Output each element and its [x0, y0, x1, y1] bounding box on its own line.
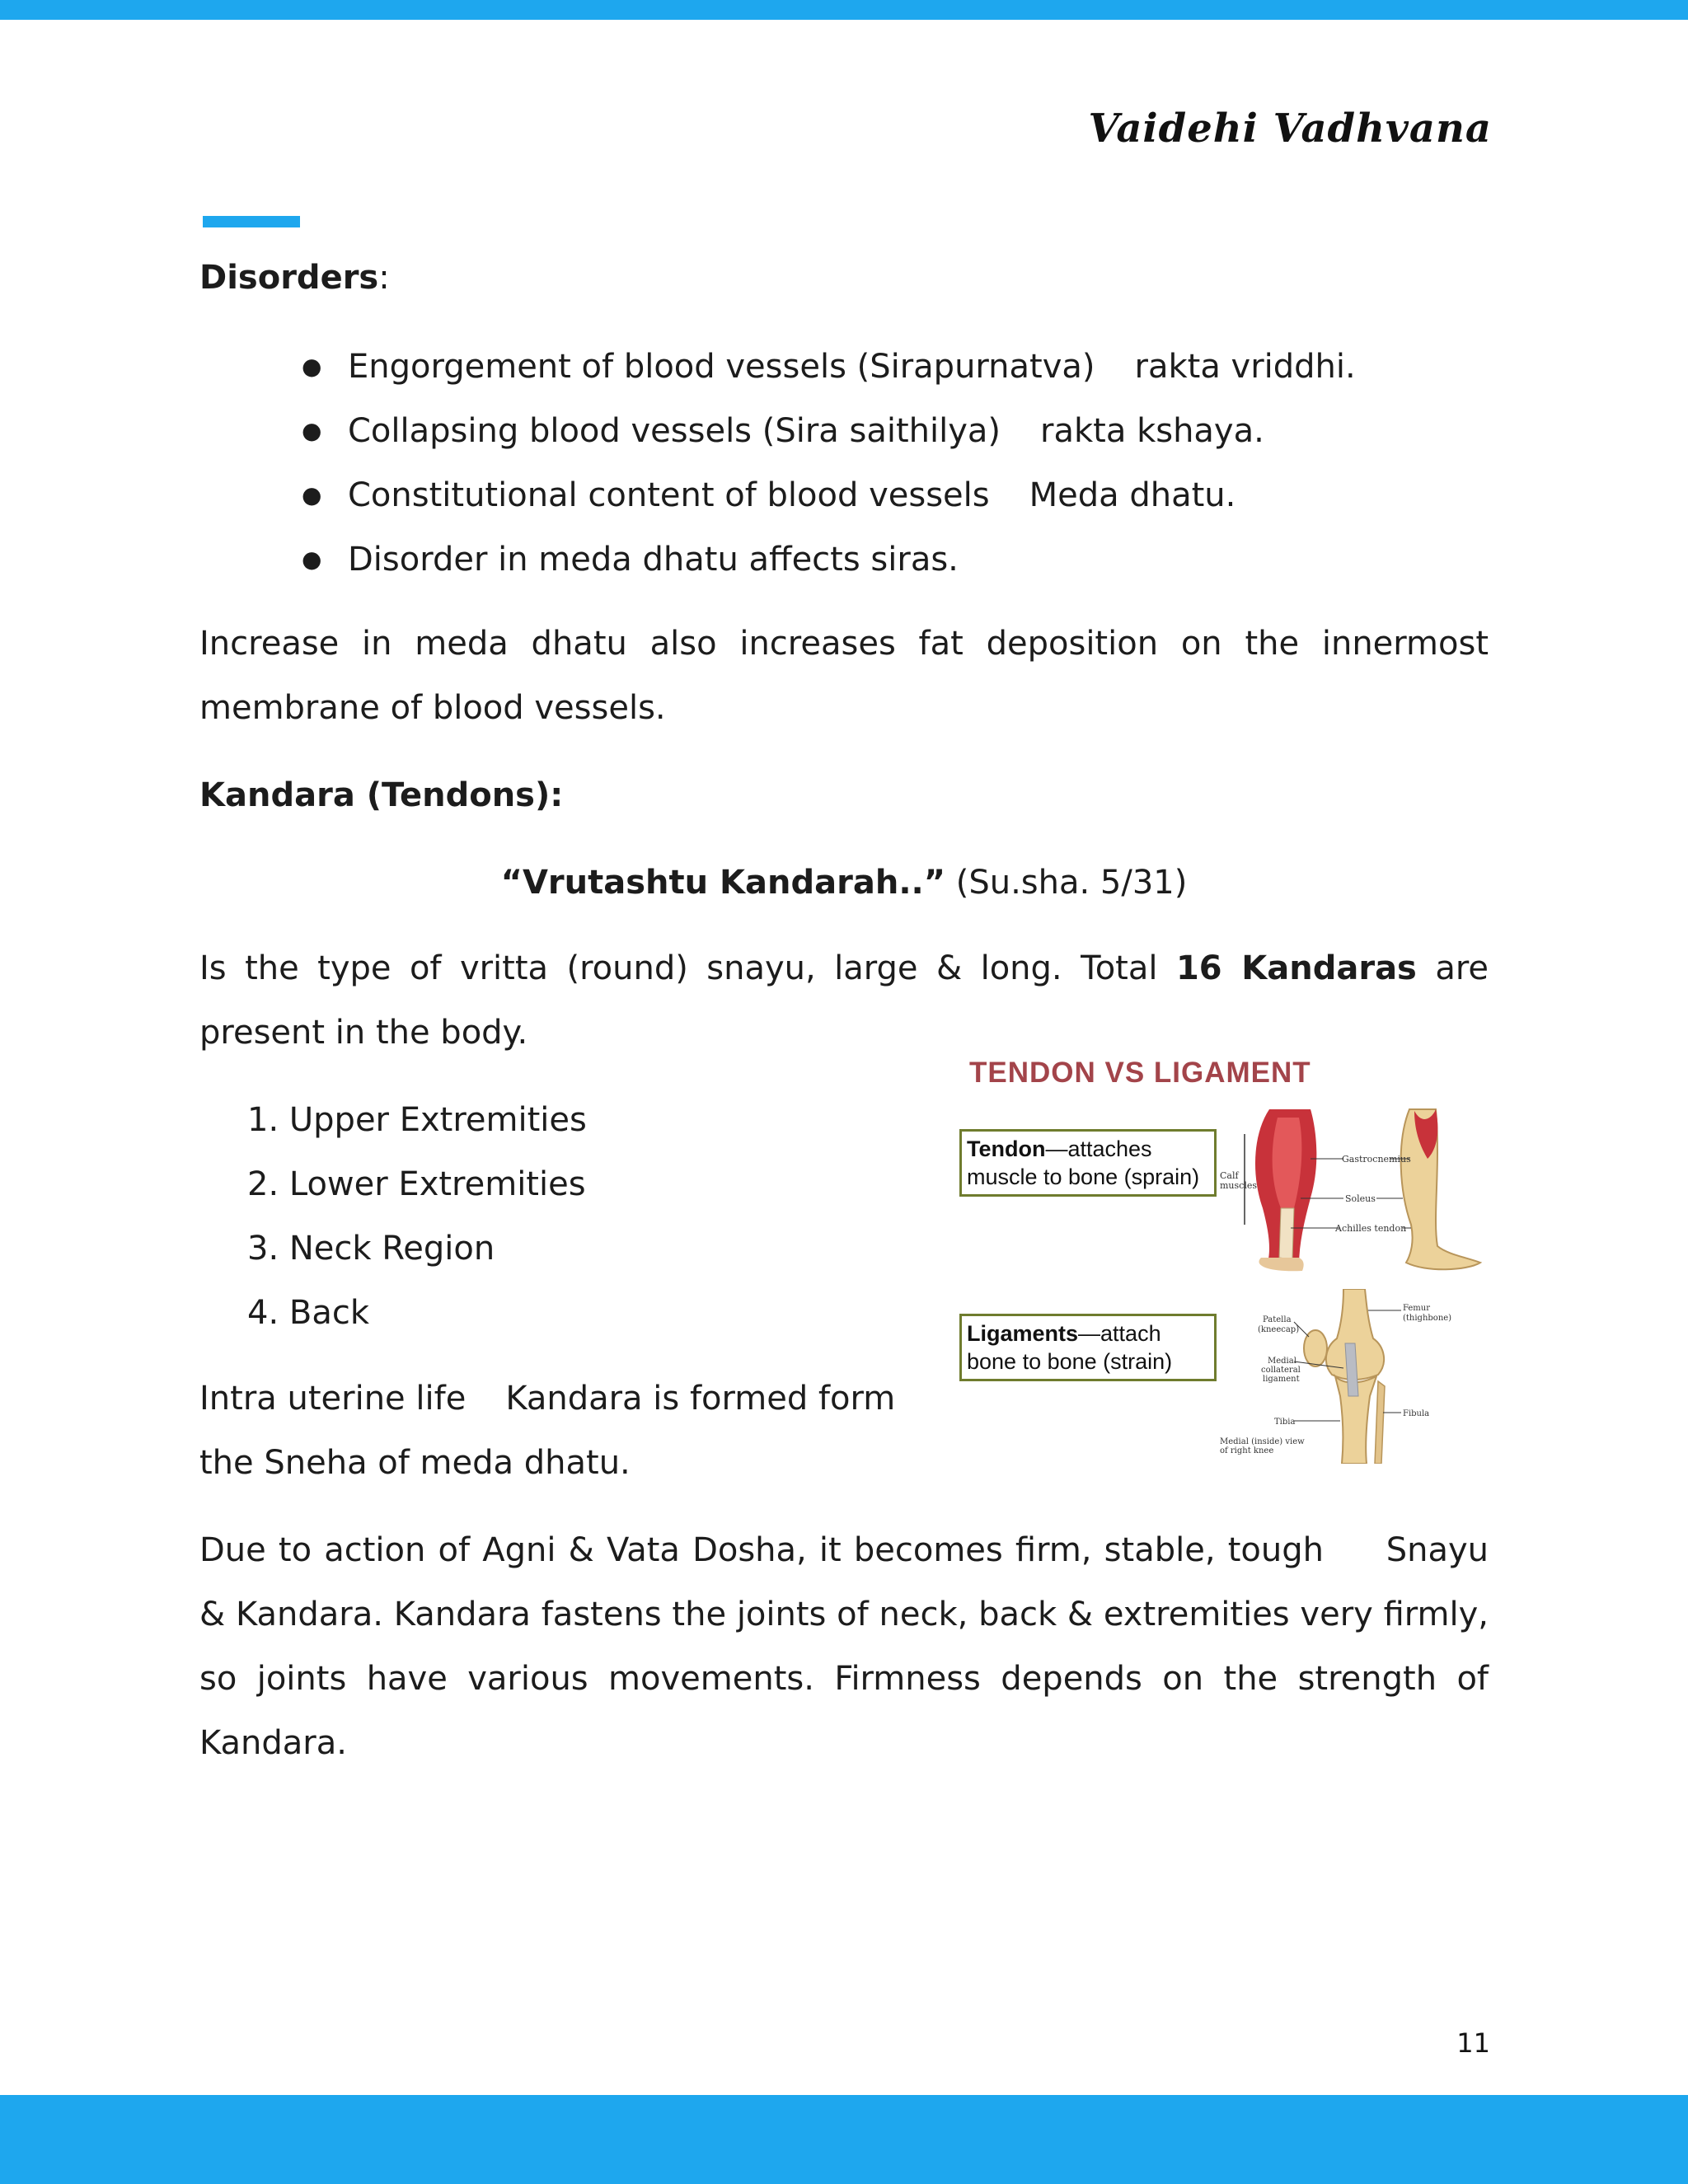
page-number: 11	[1456, 2027, 1490, 2059]
patella-label-2: (kneecap)	[1258, 1325, 1300, 1334]
list-item: 3. Neck Region	[247, 1230, 495, 1268]
agni-vata-paragraph: Due to action of Agni & Vata Dosha, it becomes firm, stable, tough Snayu & Kandara. Kandara fastens the joints of neck, back & extremities very firmly, so joints have various movements. Firmness depends on the strength of Kandara.	[199, 1531, 1499, 1762]
disorder-effect: rakta vriddhi.	[1134, 348, 1356, 386]
gastrocnemius-label: Gastrocnemius	[1342, 1154, 1411, 1165]
disorders-heading: Disorders	[199, 259, 379, 297]
disorder-effect: rakta kshaya.	[1040, 412, 1264, 450]
achilles-label: Achilles tendon	[1335, 1223, 1407, 1234]
verse-text: “Vrutashtu Kandarah..”	[500, 864, 945, 902]
patella-label: Patella	[1263, 1315, 1292, 1324]
medial-label: Medial	[1268, 1357, 1296, 1366]
list-item	[199, 399, 1489, 463]
author-signature: Vaidehi Vadhvana	[1088, 105, 1492, 152]
tendon-ligament-figure	[956, 1057, 1492, 1462]
list-item: 4. Back	[247, 1294, 369, 1332]
disorder-cause: Constitutional content of blood vessels	[348, 476, 990, 514]
ligament-label: ligament	[1263, 1375, 1300, 1384]
verse-reference: (Su.sha. 5/31)	[945, 864, 1188, 902]
intra-uterine-line-2: the Sneha of meda dhatu.	[199, 1444, 631, 1482]
bullet-icon: ●	[302, 481, 322, 509]
ligament-text: —attach	[1078, 1321, 1161, 1346]
view-label: Medial (inside) view	[1220, 1437, 1305, 1446]
disorder-effect: Meda dhatu.	[1029, 476, 1236, 514]
disorder-cause: Engorgement of blood vessels (Sirapurnatva)	[348, 348, 1095, 386]
section-accent-line	[203, 216, 300, 227]
thighbone-label: (thighbone)	[1403, 1314, 1452, 1323]
disorders-list	[199, 335, 1489, 592]
collateral-label: collateral	[1261, 1366, 1301, 1375]
list-item	[199, 463, 1489, 527]
list-item	[199, 527, 1489, 592]
disorder-cause: Collapsing blood vessels (Sira saithilya)	[348, 412, 1001, 450]
bullet-icon: ●	[302, 546, 322, 573]
list-item: 1. Upper Extremities	[247, 1101, 587, 1139]
intra-text-b: Kandara is formed form	[505, 1380, 896, 1418]
ligament-definition-box	[959, 1314, 1217, 1381]
desc-text: Is the type of vritta (round) snayu, large & long. Total	[199, 949, 1176, 987]
bullet-icon: ●	[302, 417, 322, 444]
calf-label: Calf	[1220, 1170, 1239, 1181]
femur-label: Femur	[1403, 1304, 1431, 1313]
desc-emphasis: 16 Kandaras	[1175, 949, 1417, 987]
soleus-label: Soleus	[1345, 1193, 1376, 1204]
verse-quote	[199, 851, 1489, 915]
calf-label-2: muscles	[1220, 1180, 1257, 1191]
tendon-text-2: muscle to bone (sprain)	[967, 1165, 1200, 1189]
knee-joint-illustration	[1220, 1289, 1492, 1464]
disorders-colon: :	[378, 259, 390, 297]
intra-text-a: Intra uterine life	[199, 1380, 467, 1418]
view-label-2: of right knee	[1220, 1446, 1274, 1455]
figure-title: TENDON VS LIGAMENT	[969, 1057, 1311, 1089]
bottom-accent-bar	[0, 2095, 1688, 2184]
meda-paragraph: Increase in meda dhatu also increases fat deposition on the innermost membrane of blood vessels.	[199, 625, 1489, 727]
kandara-locations-list	[199, 1088, 587, 1345]
calf-muscle-illustration	[1220, 1101, 1492, 1274]
disorder-cause: Disorder in meda dhatu affects siras.	[348, 541, 959, 579]
ligament-text-2: bone to bone (strain)	[967, 1349, 1173, 1374]
kandara-heading: Kandara (Tendons):	[199, 776, 564, 814]
tibia-label: Tibia	[1274, 1418, 1296, 1427]
bullet-icon: ●	[302, 353, 322, 380]
tendon-text: —attaches	[1045, 1137, 1152, 1161]
intra-uterine-line	[199, 1366, 941, 1431]
top-accent-bar	[0, 0, 1688, 20]
ligament-term: Ligaments	[967, 1321, 1079, 1346]
disorders-heading-line	[199, 246, 1489, 310]
tendon-definition-box	[959, 1129, 1217, 1197]
kandara-description	[199, 936, 1489, 1065]
desc-text-end: are present in the body.	[199, 949, 1489, 1052]
fibula-label: Fibula	[1403, 1409, 1430, 1418]
list-item	[199, 335, 1489, 399]
tendon-term: Tendon	[967, 1137, 1046, 1161]
list-item: 2. Lower Extremities	[247, 1165, 586, 1203]
